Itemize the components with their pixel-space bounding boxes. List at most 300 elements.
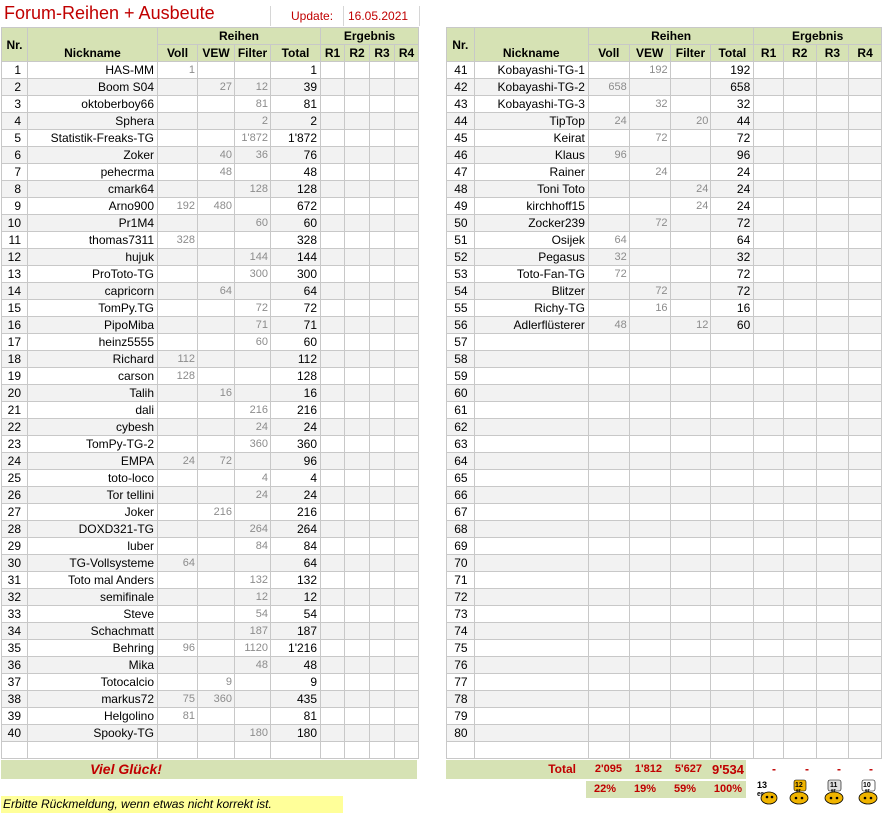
- row-r4[interactable]: [395, 351, 419, 368]
- row-filter[interactable]: [670, 266, 711, 283]
- row-nickname[interactable]: DOXD321-TG: [28, 521, 158, 538]
- row-r3[interactable]: [370, 657, 395, 674]
- table-row[interactable]: [447, 572, 882, 589]
- row-vew[interactable]: [629, 674, 670, 691]
- col-nickname-header[interactable]: Nickname: [28, 28, 158, 62]
- row-r4[interactable]: [395, 419, 419, 436]
- row-r1[interactable]: [754, 181, 784, 198]
- row-vew[interactable]: [629, 708, 670, 725]
- row-nr[interactable]: 59: [447, 368, 475, 385]
- row-r1[interactable]: [321, 657, 345, 674]
- row-nr[interactable]: 63: [447, 436, 475, 453]
- row-r2[interactable]: [783, 96, 816, 113]
- row-r1[interactable]: [321, 198, 345, 215]
- row-filter[interactable]: [670, 538, 711, 555]
- row-nr[interactable]: 1: [2, 62, 28, 79]
- table-row[interactable]: [2, 79, 419, 96]
- table-row[interactable]: [447, 334, 882, 351]
- row-nickname[interactable]: luber: [28, 538, 158, 555]
- row-r1[interactable]: [754, 368, 784, 385]
- row-r4[interactable]: [395, 130, 419, 147]
- row-r1[interactable]: [754, 521, 784, 538]
- table-row[interactable]: [447, 657, 882, 674]
- row-nr[interactable]: 9: [2, 198, 28, 215]
- row-total[interactable]: [711, 436, 754, 453]
- row-r3[interactable]: [370, 283, 395, 300]
- row-r1[interactable]: [321, 725, 345, 742]
- table-row[interactable]: [447, 538, 882, 555]
- row-r4[interactable]: [849, 470, 882, 487]
- row-vew[interactable]: [198, 623, 235, 640]
- row-nr[interactable]: 56: [447, 317, 475, 334]
- row-r4[interactable]: [395, 572, 419, 589]
- table-row[interactable]: [2, 436, 419, 453]
- row-nickname[interactable]: [474, 708, 588, 725]
- row-r3[interactable]: [370, 198, 395, 215]
- row-filter[interactable]: [670, 674, 711, 691]
- row-r3[interactable]: [370, 436, 395, 453]
- table-row[interactable]: [2, 487, 419, 504]
- row-nickname[interactable]: hujuk: [28, 249, 158, 266]
- row-voll[interactable]: [158, 266, 198, 283]
- row-r2[interactable]: [345, 300, 370, 317]
- row-r4[interactable]: [849, 402, 882, 419]
- table-row[interactable]: [447, 368, 882, 385]
- row-total[interactable]: 48: [271, 164, 321, 181]
- row-nickname[interactable]: markus72: [28, 691, 158, 708]
- row-r2[interactable]: [783, 487, 816, 504]
- row-nr[interactable]: 28: [2, 521, 28, 538]
- row-r2[interactable]: [783, 232, 816, 249]
- row-filter[interactable]: [670, 147, 711, 164]
- row-voll[interactable]: [588, 283, 629, 300]
- row-nr[interactable]: 3: [2, 96, 28, 113]
- row-nr[interactable]: 24: [2, 453, 28, 470]
- table-row[interactable]: [2, 674, 419, 691]
- row-r4[interactable]: [395, 181, 419, 198]
- table-row[interactable]: [2, 215, 419, 232]
- row-voll[interactable]: [158, 249, 198, 266]
- row-nr[interactable]: 26: [2, 487, 28, 504]
- row-filter[interactable]: [235, 708, 271, 725]
- row-total[interactable]: 144: [271, 249, 321, 266]
- row-nr[interactable]: 51: [447, 232, 475, 249]
- row-r2[interactable]: [783, 453, 816, 470]
- row-nr[interactable]: 67: [447, 504, 475, 521]
- row-r1[interactable]: [321, 334, 345, 351]
- row-total[interactable]: 39: [271, 79, 321, 96]
- row-r2[interactable]: [345, 147, 370, 164]
- row-r4[interactable]: [395, 96, 419, 113]
- row-vew[interactable]: [198, 317, 235, 334]
- row-vew[interactable]: [198, 266, 235, 283]
- row-nickname[interactable]: Joker: [28, 504, 158, 521]
- col-nr-header-right[interactable]: Nr.: [447, 28, 475, 62]
- row-r4[interactable]: [395, 283, 419, 300]
- row-r3[interactable]: [816, 606, 849, 623]
- row-r2[interactable]: [783, 300, 816, 317]
- row-r2[interactable]: [783, 147, 816, 164]
- row-total[interactable]: 4: [271, 470, 321, 487]
- row-nr[interactable]: 70: [447, 555, 475, 572]
- row-voll[interactable]: [588, 708, 629, 725]
- col-r3-header[interactable]: R3: [370, 45, 395, 62]
- row-nr[interactable]: 20: [2, 385, 28, 402]
- row-filter[interactable]: [235, 62, 271, 79]
- row-r3[interactable]: [816, 504, 849, 521]
- row-voll[interactable]: [158, 606, 198, 623]
- row-filter[interactable]: 36: [235, 147, 271, 164]
- row-voll[interactable]: [588, 215, 629, 232]
- row-r2[interactable]: [345, 521, 370, 538]
- row-total[interactable]: 216: [271, 504, 321, 521]
- row-r2[interactable]: [345, 674, 370, 691]
- row-vew[interactable]: [198, 657, 235, 674]
- row-total[interactable]: 24: [271, 419, 321, 436]
- row-nr[interactable]: 22: [2, 419, 28, 436]
- row-voll[interactable]: 96: [588, 147, 629, 164]
- row-vew[interactable]: 27: [198, 79, 235, 96]
- row-voll[interactable]: [588, 725, 629, 742]
- row-voll[interactable]: 112: [158, 351, 198, 368]
- row-r3[interactable]: [816, 300, 849, 317]
- row-r3[interactable]: [816, 198, 849, 215]
- row-nickname[interactable]: dali: [28, 402, 158, 419]
- row-nr[interactable]: 23: [2, 436, 28, 453]
- row-r3[interactable]: [370, 79, 395, 96]
- table-row[interactable]: [2, 317, 419, 334]
- row-voll[interactable]: [588, 198, 629, 215]
- col-total-header-right[interactable]: Total: [711, 45, 754, 62]
- row-r1[interactable]: [321, 640, 345, 657]
- row-nickname[interactable]: ProToto-TG: [28, 266, 158, 283]
- row-vew[interactable]: 32: [629, 96, 670, 113]
- row-r4[interactable]: [395, 623, 419, 640]
- row-r4[interactable]: [849, 589, 882, 606]
- row-total[interactable]: 300: [271, 266, 321, 283]
- row-r4[interactable]: [395, 504, 419, 521]
- row-vew[interactable]: [629, 385, 670, 402]
- row-nr[interactable]: 4: [2, 113, 28, 130]
- row-filter[interactable]: 12: [235, 79, 271, 96]
- col-voll-header-right[interactable]: Voll: [588, 45, 629, 62]
- row-nickname[interactable]: [474, 572, 588, 589]
- row-voll[interactable]: [158, 538, 198, 555]
- row-nr[interactable]: 16: [2, 317, 28, 334]
- row-vew[interactable]: [198, 113, 235, 130]
- row-total[interactable]: [711, 691, 754, 708]
- row-r3[interactable]: [816, 130, 849, 147]
- row-vew[interactable]: [198, 436, 235, 453]
- row-r1[interactable]: [321, 181, 345, 198]
- row-nickname[interactable]: Richard: [28, 351, 158, 368]
- row-total[interactable]: 44: [711, 113, 754, 130]
- row-r4[interactable]: [849, 453, 882, 470]
- row-nickname[interactable]: [474, 368, 588, 385]
- row-nickname[interactable]: TG-Vollsysteme: [28, 555, 158, 572]
- row-filter[interactable]: 24: [670, 198, 711, 215]
- row-r2[interactable]: [783, 538, 816, 555]
- row-nr[interactable]: 19: [2, 368, 28, 385]
- table-row[interactable]: [2, 555, 419, 572]
- table-row[interactable]: [2, 385, 419, 402]
- row-r4[interactable]: [849, 351, 882, 368]
- row-r2[interactable]: [783, 419, 816, 436]
- row-vew[interactable]: [198, 487, 235, 504]
- row-nr[interactable]: 27: [2, 504, 28, 521]
- row-total[interactable]: 672: [271, 198, 321, 215]
- row-total[interactable]: [711, 334, 754, 351]
- row-nr[interactable]: 14: [2, 283, 28, 300]
- row-total[interactable]: [711, 470, 754, 487]
- row-r3[interactable]: [816, 385, 849, 402]
- row-vew[interactable]: [629, 555, 670, 572]
- row-r1[interactable]: [754, 79, 784, 96]
- row-voll[interactable]: [158, 623, 198, 640]
- row-nr[interactable]: 36: [2, 657, 28, 674]
- table-row[interactable]: [2, 521, 419, 538]
- row-vew[interactable]: [198, 521, 235, 538]
- row-r3[interactable]: [370, 113, 395, 130]
- row-filter[interactable]: [670, 572, 711, 589]
- row-voll[interactable]: [158, 215, 198, 232]
- row-r2[interactable]: [783, 79, 816, 96]
- row-r3[interactable]: [816, 249, 849, 266]
- row-voll[interactable]: [158, 470, 198, 487]
- row-nr[interactable]: 29: [2, 538, 28, 555]
- row-vew[interactable]: [629, 351, 670, 368]
- table-row[interactable]: [2, 113, 419, 130]
- row-total[interactable]: 216: [271, 402, 321, 419]
- row-r1[interactable]: [754, 283, 784, 300]
- row-r4[interactable]: [395, 300, 419, 317]
- row-vew[interactable]: [629, 334, 670, 351]
- row-r1[interactable]: [321, 147, 345, 164]
- row-r4[interactable]: [395, 334, 419, 351]
- row-r2[interactable]: [345, 334, 370, 351]
- table-row[interactable]: [2, 691, 419, 708]
- row-total[interactable]: 60: [271, 334, 321, 351]
- row-vew[interactable]: 64: [198, 283, 235, 300]
- row-vew[interactable]: [629, 572, 670, 589]
- row-r4[interactable]: [849, 300, 882, 317]
- row-r2[interactable]: [783, 317, 816, 334]
- row-r1[interactable]: [321, 606, 345, 623]
- row-filter[interactable]: 1'872: [235, 130, 271, 147]
- row-nr[interactable]: 11: [2, 232, 28, 249]
- col-r2-header-right[interactable]: R2: [783, 45, 816, 62]
- row-nickname[interactable]: Klaus: [474, 147, 588, 164]
- row-nickname[interactable]: Talih: [28, 385, 158, 402]
- row-r1[interactable]: [754, 708, 784, 725]
- row-r3[interactable]: [370, 96, 395, 113]
- row-nr[interactable]: 74: [447, 623, 475, 640]
- row-vew[interactable]: [198, 538, 235, 555]
- row-r2[interactable]: [783, 164, 816, 181]
- row-r3[interactable]: [370, 470, 395, 487]
- row-r4[interactable]: [395, 215, 419, 232]
- row-voll[interactable]: [588, 640, 629, 657]
- row-filter[interactable]: [670, 368, 711, 385]
- row-r4[interactable]: [395, 402, 419, 419]
- row-voll[interactable]: [158, 283, 198, 300]
- row-nickname[interactable]: [474, 419, 588, 436]
- row-r2[interactable]: [345, 453, 370, 470]
- row-filter[interactable]: [670, 334, 711, 351]
- row-r1[interactable]: [321, 368, 345, 385]
- row-voll[interactable]: [588, 62, 629, 79]
- row-total[interactable]: 264: [271, 521, 321, 538]
- row-voll[interactable]: [158, 572, 198, 589]
- table-row[interactable]: [2, 368, 419, 385]
- row-r1[interactable]: [754, 538, 784, 555]
- row-r3[interactable]: [370, 266, 395, 283]
- col-vew-header-right[interactable]: VEW: [629, 45, 670, 62]
- row-total[interactable]: 96: [711, 147, 754, 164]
- row-filter[interactable]: [670, 419, 711, 436]
- row-voll[interactable]: [158, 147, 198, 164]
- table-row[interactable]: [447, 708, 882, 725]
- row-nickname[interactable]: Sphera: [28, 113, 158, 130]
- row-nr[interactable]: 5: [2, 130, 28, 147]
- row-r4[interactable]: [395, 453, 419, 470]
- row-filter[interactable]: [670, 708, 711, 725]
- row-vew[interactable]: [629, 589, 670, 606]
- row-r4[interactable]: [849, 181, 882, 198]
- table-row[interactable]: [447, 232, 882, 249]
- row-vew[interactable]: [629, 725, 670, 742]
- row-vew[interactable]: [198, 572, 235, 589]
- row-r2[interactable]: [783, 215, 816, 232]
- row-r1[interactable]: [321, 674, 345, 691]
- table-row[interactable]: [2, 164, 419, 181]
- row-nickname[interactable]: Rainer: [474, 164, 588, 181]
- row-r2[interactable]: [345, 725, 370, 742]
- row-r2[interactable]: [783, 521, 816, 538]
- row-total[interactable]: 435: [271, 691, 321, 708]
- table-row[interactable]: [447, 62, 882, 79]
- row-nickname[interactable]: thomas7311: [28, 232, 158, 249]
- row-voll[interactable]: [588, 589, 629, 606]
- row-filter[interactable]: [670, 589, 711, 606]
- row-r3[interactable]: [370, 521, 395, 538]
- row-r2[interactable]: [345, 470, 370, 487]
- row-r1[interactable]: [754, 130, 784, 147]
- row-r3[interactable]: [370, 351, 395, 368]
- row-r1[interactable]: [754, 640, 784, 657]
- row-r2[interactable]: [783, 368, 816, 385]
- row-r4[interactable]: [395, 62, 419, 79]
- row-voll[interactable]: 24: [588, 113, 629, 130]
- row-r1[interactable]: [754, 572, 784, 589]
- row-r1[interactable]: [321, 419, 345, 436]
- row-vew[interactable]: 72: [629, 283, 670, 300]
- col-r2-header[interactable]: R2: [345, 45, 370, 62]
- row-total[interactable]: 72: [271, 300, 321, 317]
- row-r2[interactable]: [783, 62, 816, 79]
- row-filter[interactable]: [235, 283, 271, 300]
- row-vew[interactable]: [198, 640, 235, 657]
- row-total[interactable]: 64: [271, 283, 321, 300]
- row-r3[interactable]: [816, 708, 849, 725]
- row-filter[interactable]: [670, 606, 711, 623]
- row-r4[interactable]: [849, 334, 882, 351]
- row-voll[interactable]: [588, 334, 629, 351]
- row-r1[interactable]: [754, 555, 784, 572]
- row-nr[interactable]: 64: [447, 453, 475, 470]
- row-voll[interactable]: [158, 164, 198, 181]
- row-nr[interactable]: 17: [2, 334, 28, 351]
- row-r3[interactable]: [370, 606, 395, 623]
- row-r4[interactable]: [849, 79, 882, 96]
- row-r3[interactable]: [816, 62, 849, 79]
- row-nickname[interactable]: TomPy.TG: [28, 300, 158, 317]
- row-vew[interactable]: [629, 487, 670, 504]
- row-filter[interactable]: [670, 385, 711, 402]
- row-filter[interactable]: 81: [235, 96, 271, 113]
- row-filter[interactable]: 180: [235, 725, 271, 742]
- row-nr[interactable]: 6: [2, 147, 28, 164]
- row-r1[interactable]: [321, 589, 345, 606]
- row-r4[interactable]: [849, 164, 882, 181]
- row-r4[interactable]: [849, 62, 882, 79]
- row-total[interactable]: [711, 708, 754, 725]
- row-r3[interactable]: [816, 521, 849, 538]
- row-r4[interactable]: [395, 436, 419, 453]
- row-nickname[interactable]: [474, 640, 588, 657]
- row-nr[interactable]: 71: [447, 572, 475, 589]
- row-r2[interactable]: [345, 487, 370, 504]
- row-r2[interactable]: [345, 198, 370, 215]
- col-r4-header-right[interactable]: R4: [849, 45, 882, 62]
- row-vew[interactable]: [198, 181, 235, 198]
- row-nickname[interactable]: PipoMiba: [28, 317, 158, 334]
- row-total[interactable]: 48: [271, 657, 321, 674]
- row-nr[interactable]: 21: [2, 402, 28, 419]
- row-r1[interactable]: [321, 266, 345, 283]
- col-filter-header-right[interactable]: Filter: [670, 45, 711, 62]
- table-row[interactable]: [447, 402, 882, 419]
- table-row[interactable]: [447, 266, 882, 283]
- row-vew[interactable]: [629, 538, 670, 555]
- row-r1[interactable]: [321, 249, 345, 266]
- row-vew[interactable]: [198, 589, 235, 606]
- row-r3[interactable]: [816, 436, 849, 453]
- row-r1[interactable]: [754, 96, 784, 113]
- row-total[interactable]: 9: [271, 674, 321, 691]
- row-nr[interactable]: 12: [2, 249, 28, 266]
- row-filter[interactable]: [670, 351, 711, 368]
- row-total[interactable]: 187: [271, 623, 321, 640]
- row-r3[interactable]: [370, 725, 395, 742]
- table-row[interactable]: [2, 62, 419, 79]
- row-r3[interactable]: [816, 79, 849, 96]
- row-voll[interactable]: [158, 674, 198, 691]
- row-r1[interactable]: [754, 623, 784, 640]
- row-r4[interactable]: [395, 147, 419, 164]
- row-r2[interactable]: [345, 351, 370, 368]
- row-nickname[interactable]: Kobayashi-TG-3: [474, 96, 588, 113]
- row-r3[interactable]: [370, 368, 395, 385]
- row-r2[interactable]: [345, 164, 370, 181]
- row-nickname[interactable]: [474, 385, 588, 402]
- row-r4[interactable]: [395, 470, 419, 487]
- row-r4[interactable]: [395, 198, 419, 215]
- row-nr[interactable]: 54: [447, 283, 475, 300]
- row-vew[interactable]: [629, 317, 670, 334]
- row-r2[interactable]: [783, 572, 816, 589]
- row-r1[interactable]: [321, 453, 345, 470]
